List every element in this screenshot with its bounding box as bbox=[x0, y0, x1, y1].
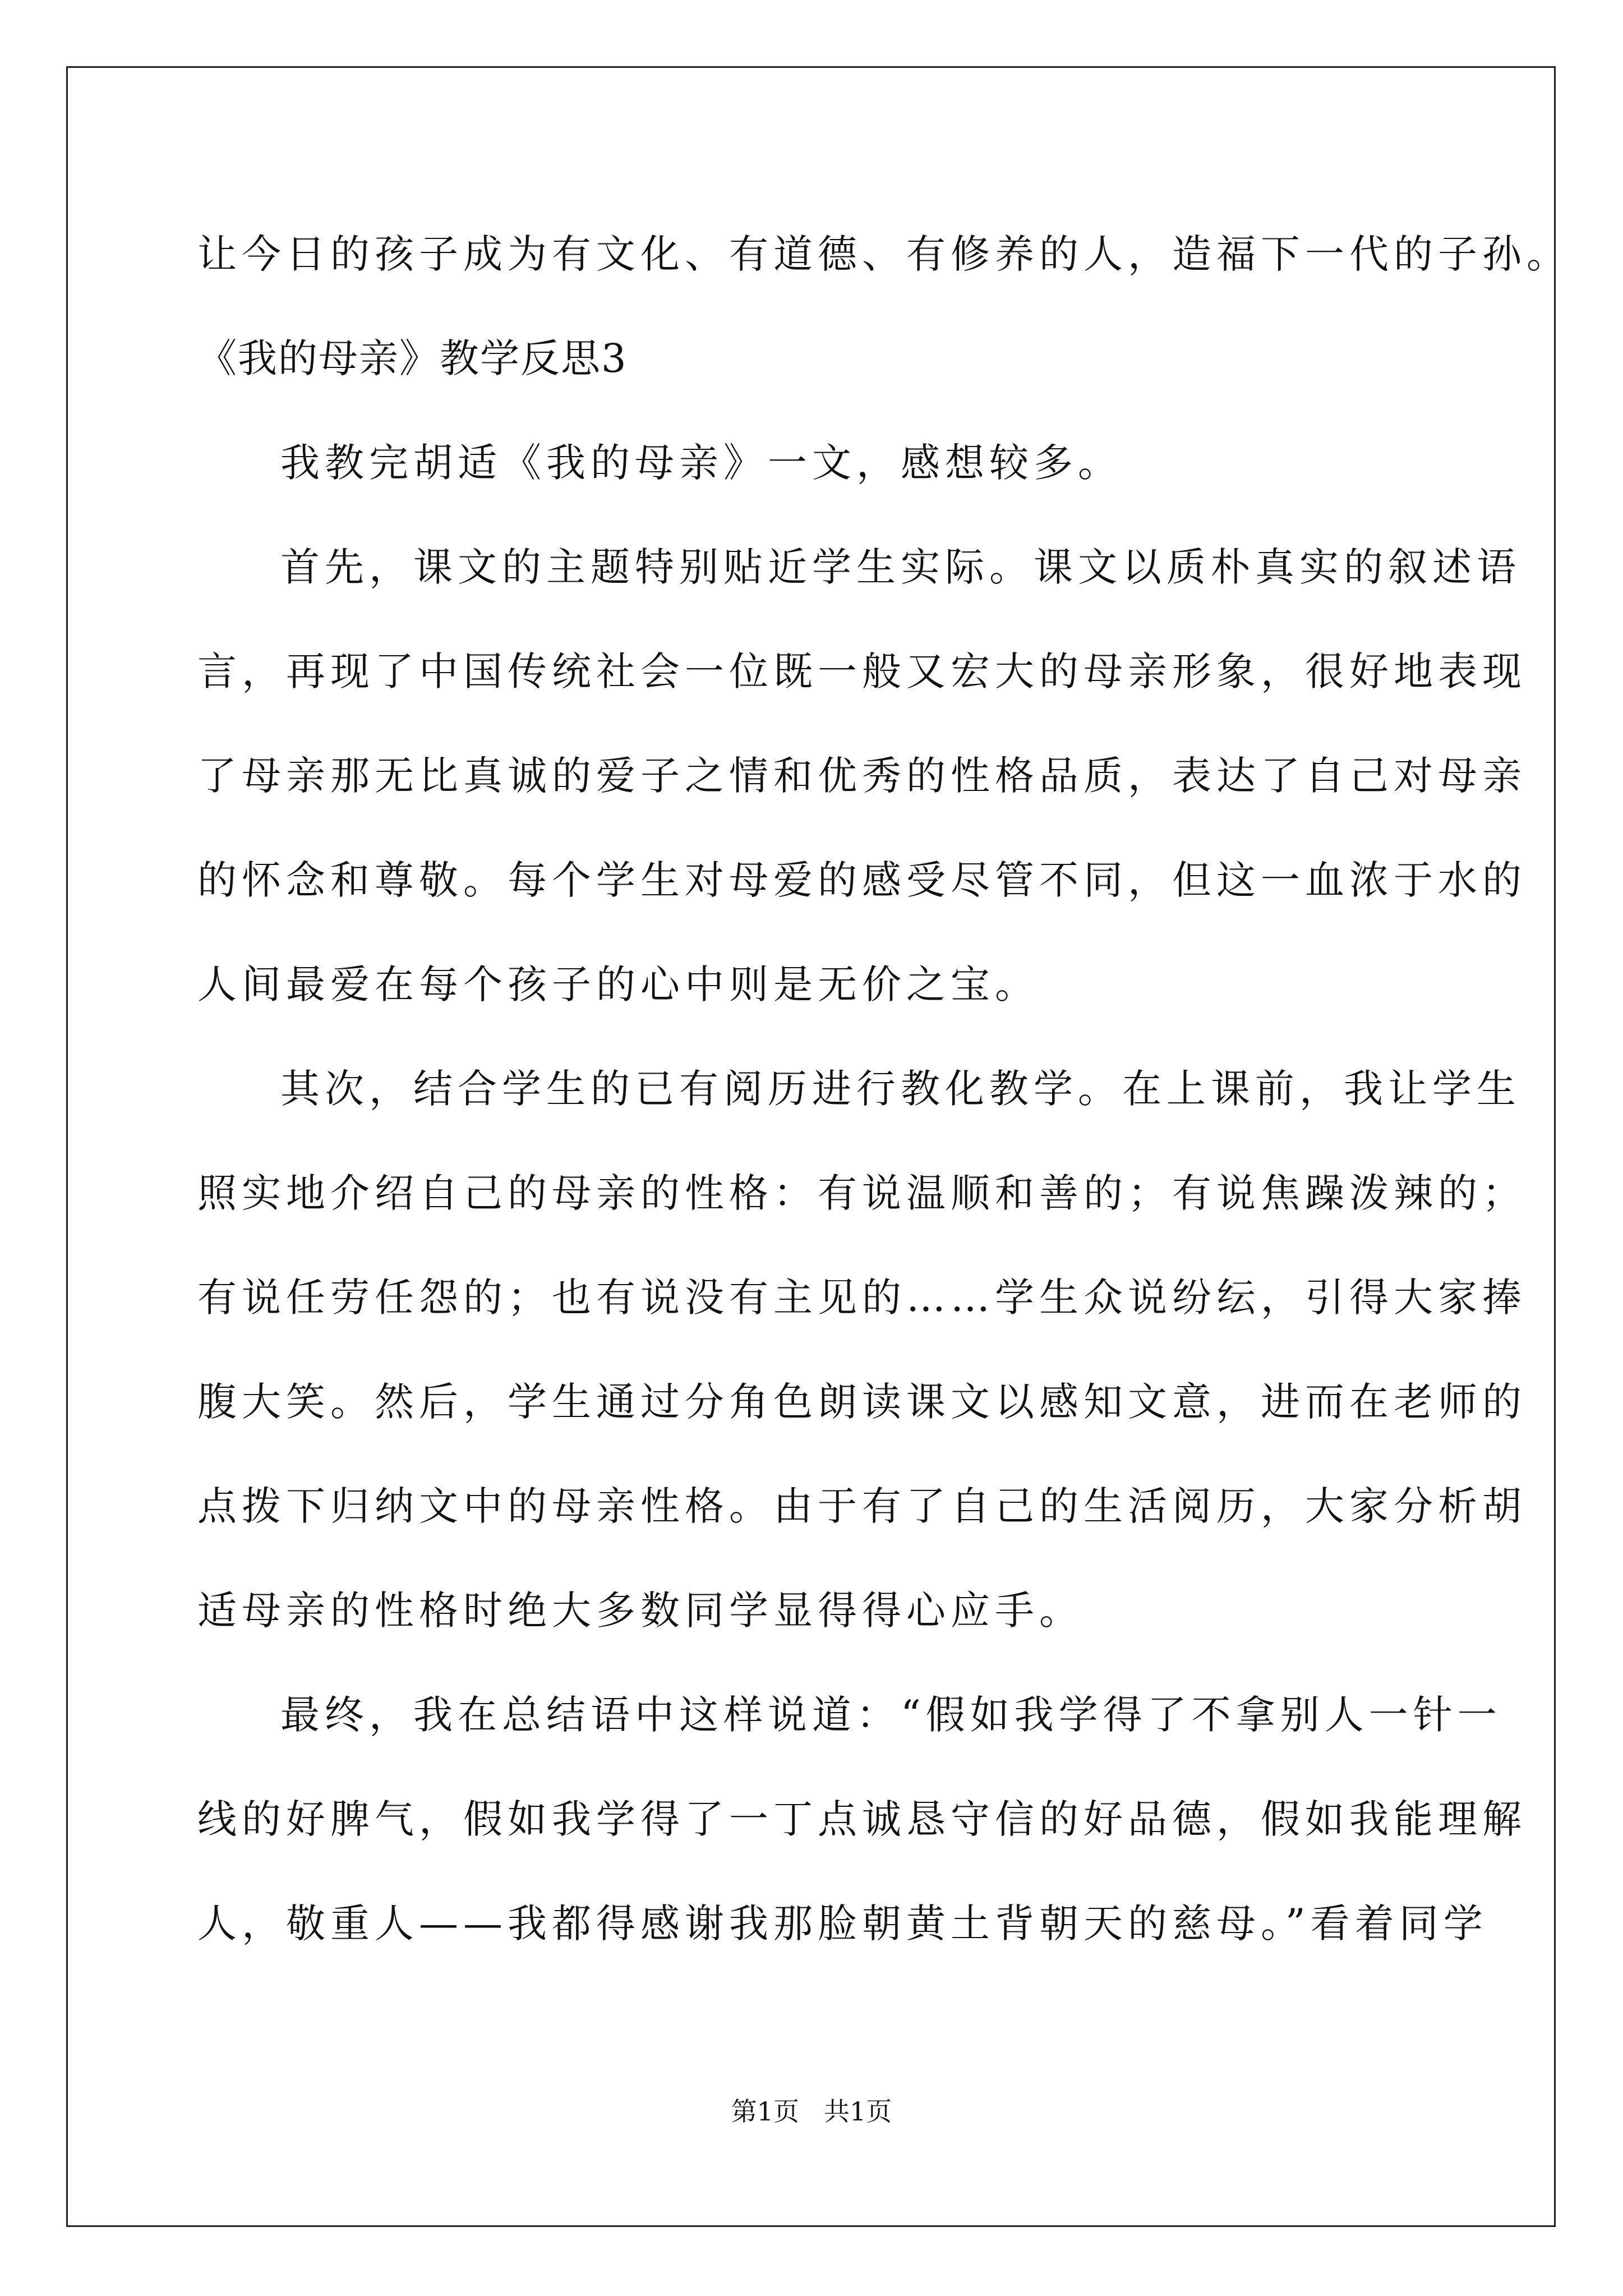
body-line: 人间最爱在每个孩子的心中则是无价之宝。 bbox=[197, 961, 1039, 1007]
body-line: 照实地介绍自己的母亲的性格：有说温顺和善的；有说焦躁泼辣的； bbox=[197, 1170, 1527, 1216]
page-number-current: 第1页 bbox=[731, 2096, 799, 2127]
body-line: 让今日的孩子成为有文化、有道德、有修养的人，造福下一代的子孙。 bbox=[197, 231, 1571, 277]
body-line: 了母亲那无比真诚的爱子之情和优秀的性格品质，表达了自己对母亲 bbox=[197, 753, 1527, 799]
body-line: 人，敬重人——我都得感谢我那脸朝黄土背朝天的慈母。”看着同学 bbox=[197, 1901, 1488, 1947]
page-footer bbox=[0, 2095, 1623, 2128]
document-body bbox=[197, 219, 1571, 1993]
body-line: 腹大笑。然后，学生通过分角色朗读课文以感知文意，进而在老师的 bbox=[197, 1379, 1527, 1425]
body-line: 适母亲的性格时绝大多数同学显得得心应手。 bbox=[197, 1588, 1083, 1634]
body-line: 线的好脾气，假如我学得了一丁点诚恳守信的好品德，假如我能理解 bbox=[197, 1796, 1527, 1842]
paragraph-first-line: 首先，课文的主题特别贴近学生实际。课文以质朴真实的叙述语 bbox=[280, 544, 1521, 590]
body-line: 言，再现了中国传统社会一位既一般又宏大的母亲形象，很好地表现 bbox=[197, 648, 1527, 694]
body-line: 有说任劳任怨的；也有说没有主见的……学生众说纷纭，引得大家捧 bbox=[197, 1274, 1527, 1320]
paragraph-first-line: 我教完胡适《我的母亲》一文，感想较多。 bbox=[280, 440, 1122, 486]
paragraph-first-line: 最终，我在总结语中这样说道：“假如我学得了不拿别人一针一 bbox=[280, 1692, 1502, 1738]
body-line: 的怀念和尊敬。每个学生对母爱的感受尽管不同，但这一血浓于水的 bbox=[197, 857, 1527, 903]
paragraph-first-line: 其次，结合学生的已有阅历进行教化教学。在上课前，我让学生 bbox=[280, 1066, 1521, 1112]
page-number-total: 共1页 bbox=[824, 2096, 892, 2127]
section-title: 《我的母亲》教学反思3 bbox=[197, 335, 628, 381]
body-line: 点拨下归纳文中的母亲性格。由于有了自己的生活阅历，大家分析胡 bbox=[197, 1483, 1527, 1529]
